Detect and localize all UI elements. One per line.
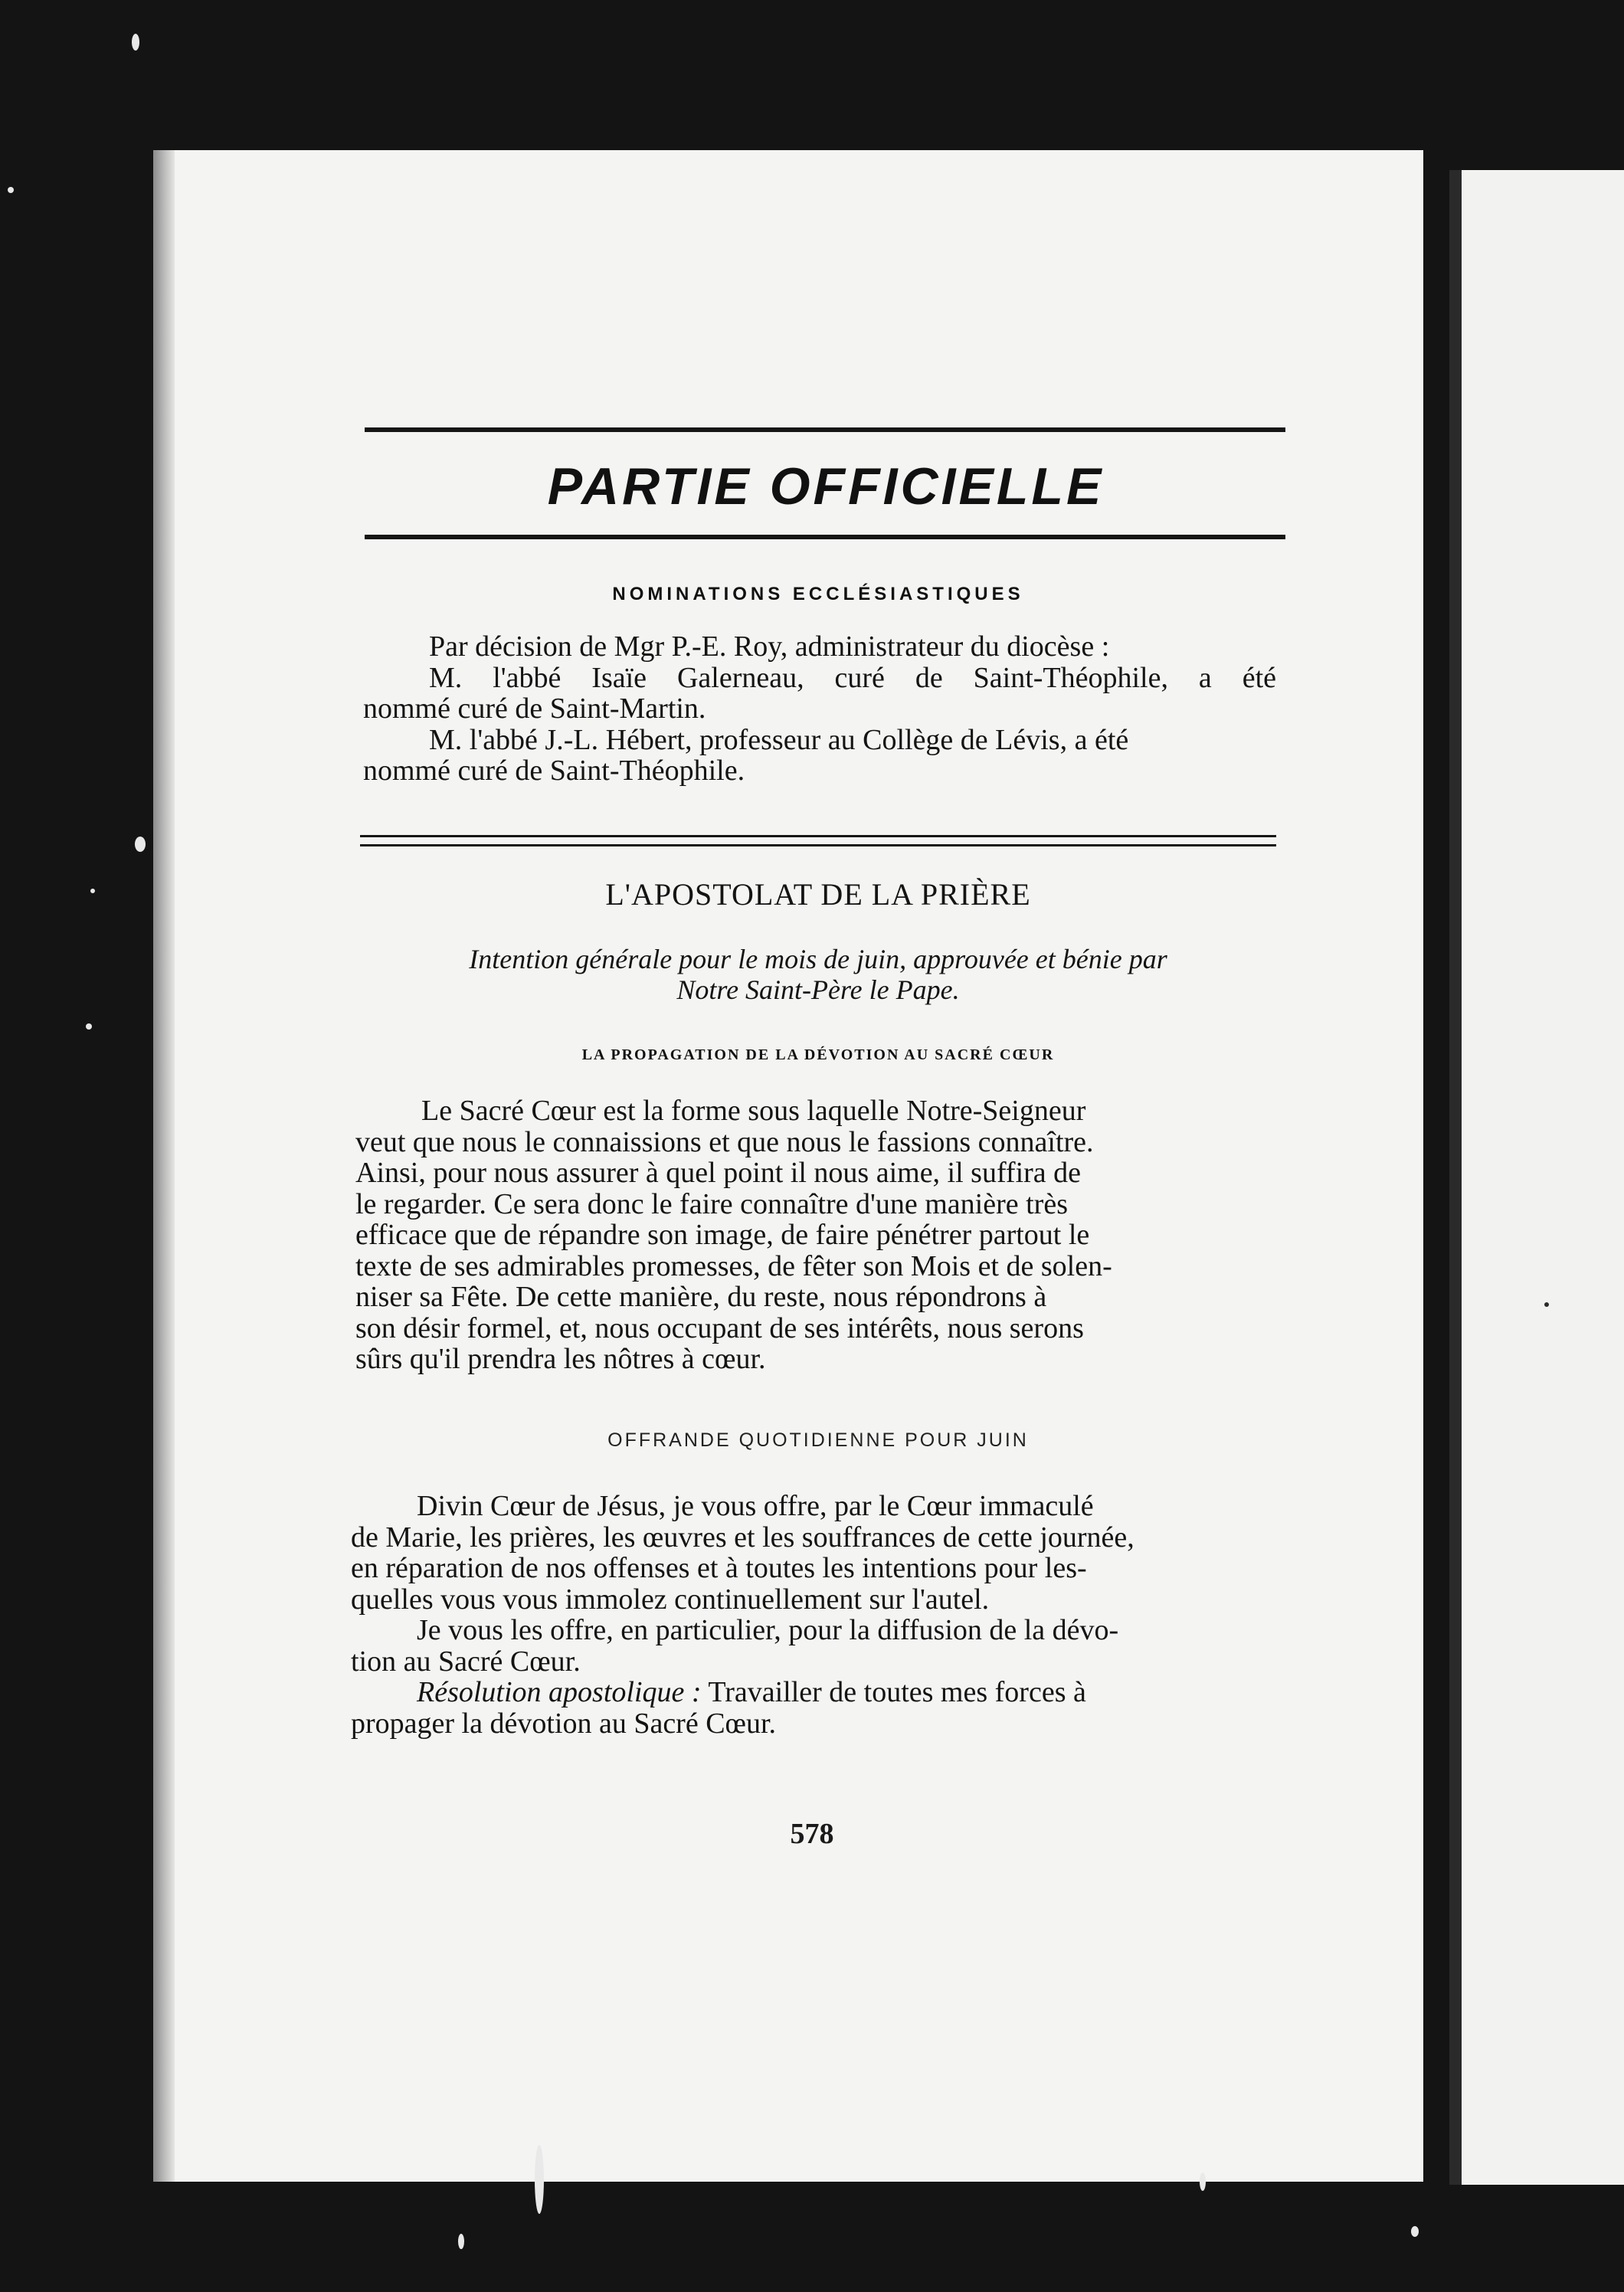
- paragraph-line: texte de ses admirables promesses, de fêter son Mois et de solen-: [355, 1249, 1112, 1282]
- adjacent-page-edge: [1449, 170, 1462, 2185]
- intention-line: Intention générale pour le mois de juin, approuvée et bénie par: [469, 944, 1167, 974]
- nominations-line: nommé curé de Saint-Théophile.: [363, 755, 745, 787]
- paragraph-line: efficace que de répandre son image, de faire pénétrer partout le: [355, 1219, 1090, 1251]
- page-number: 578: [790, 1818, 834, 1850]
- resolution-text: Travailler de toutes mes forces à: [701, 1676, 1086, 1708]
- nominations-title: NOMINATIONS ECCLÉSIASTIQUES: [612, 584, 1024, 604]
- separator-rule-bottom: [360, 844, 1276, 846]
- offrande-line: de Marie, les prières, les œuvres et les souffrances de cette journée,: [351, 1521, 1135, 1554]
- scan-speck: [1411, 2226, 1419, 2237]
- scan-speck: [8, 187, 14, 193]
- heading-rule-bottom: [365, 535, 1285, 539]
- scan-speck: [86, 1023, 92, 1030]
- paragraph-line: Ainsi, pour nous assurer à quel point il nous aime, il suffira de: [355, 1157, 1082, 1189]
- separator-rule-top: [360, 835, 1276, 837]
- adjacent-page: [1449, 170, 1624, 2185]
- resolution-line-2: propager la dévotion au Sacré Cœur.: [351, 1707, 777, 1740]
- scan-speck: [535, 2145, 544, 2214]
- propagation-paragraph: [355, 1095, 1275, 1375]
- section-heading: PARTIE OFFICIELLE: [547, 457, 1105, 516]
- scan-speck: [458, 2234, 464, 2249]
- paragraph-line: niser sa Fête. De cette manière, du reste, nous répondrons à: [355, 1281, 1047, 1313]
- paragraph-line: son désir formel, et, nous occupant de ses intérêts, nous serons: [355, 1311, 1084, 1344]
- offrande-paragraph: [351, 1491, 1275, 1739]
- offrande-title: OFFRANDE QUOTIDIENNE POUR JUIN: [607, 1429, 1029, 1451]
- offrande-line: quelles vous vous immolez continuellement sur l'autel.: [351, 1583, 990, 1616]
- offrande-line: tion au Sacré Cœur.: [351, 1645, 581, 1678]
- scan-speck: [1200, 2172, 1206, 2191]
- scan-speck: [90, 889, 95, 893]
- page-left-shadow: [153, 150, 175, 2182]
- resolution-line: [351, 1677, 1275, 1708]
- paragraph-line: veut que nous le connaissions et que nous le fassions connaître.: [355, 1125, 1094, 1158]
- nominations-text: [363, 631, 1276, 787]
- resolution-label: Résolution apostolique :: [417, 1676, 702, 1708]
- paragraph-line: le regarder. Ce sera donc le faire connaître d'une manière très: [355, 1187, 1068, 1220]
- propagation-subtitle: LA PROPAGATION DE LA DÉVOTION AU SACRÉ CŒUR: [581, 1046, 1055, 1063]
- apostolat-title: L'APOSTOLAT DE LA PRIÈRE: [605, 877, 1031, 912]
- scan-speck: [1544, 1302, 1549, 1307]
- intention-text: [359, 944, 1278, 1005]
- offrande-line: Je vous les offre, en particulier, pour la diffusion de la dévo-: [417, 1614, 1119, 1646]
- nominations-line: Par décision de Mgr P.-E. Roy, administrateur du diocèse :: [429, 630, 1110, 663]
- scan-speck: [132, 34, 139, 51]
- offrande-line: Divin Cœur de Jésus, je vous offre, par le Cœur immaculé: [417, 1490, 1094, 1522]
- nominations-line: nommé curé de Saint-Martin.: [363, 693, 706, 725]
- nominations-line: M. l'abbé J.-L. Hébert, professeur au Collège de Lévis, a été: [429, 723, 1129, 756]
- paragraph-line: Le Sacré Cœur est la forme sous laquelle Notre-Seigneur: [421, 1095, 1086, 1127]
- offrande-line: en réparation de nos offenses et à toutes les intentions pour les-: [351, 1552, 1087, 1584]
- nominations-line: M. l'abbé Isaïe Galerneau, curé de Saint-Théophile, a été: [429, 661, 1276, 694]
- paragraph-line: sûrs qu'il prendra les nôtres à cœur.: [355, 1343, 766, 1375]
- scan-speck: [135, 837, 146, 852]
- intention-line: Notre Saint-Père le Pape.: [676, 974, 960, 1005]
- heading-rule-top: [365, 427, 1285, 432]
